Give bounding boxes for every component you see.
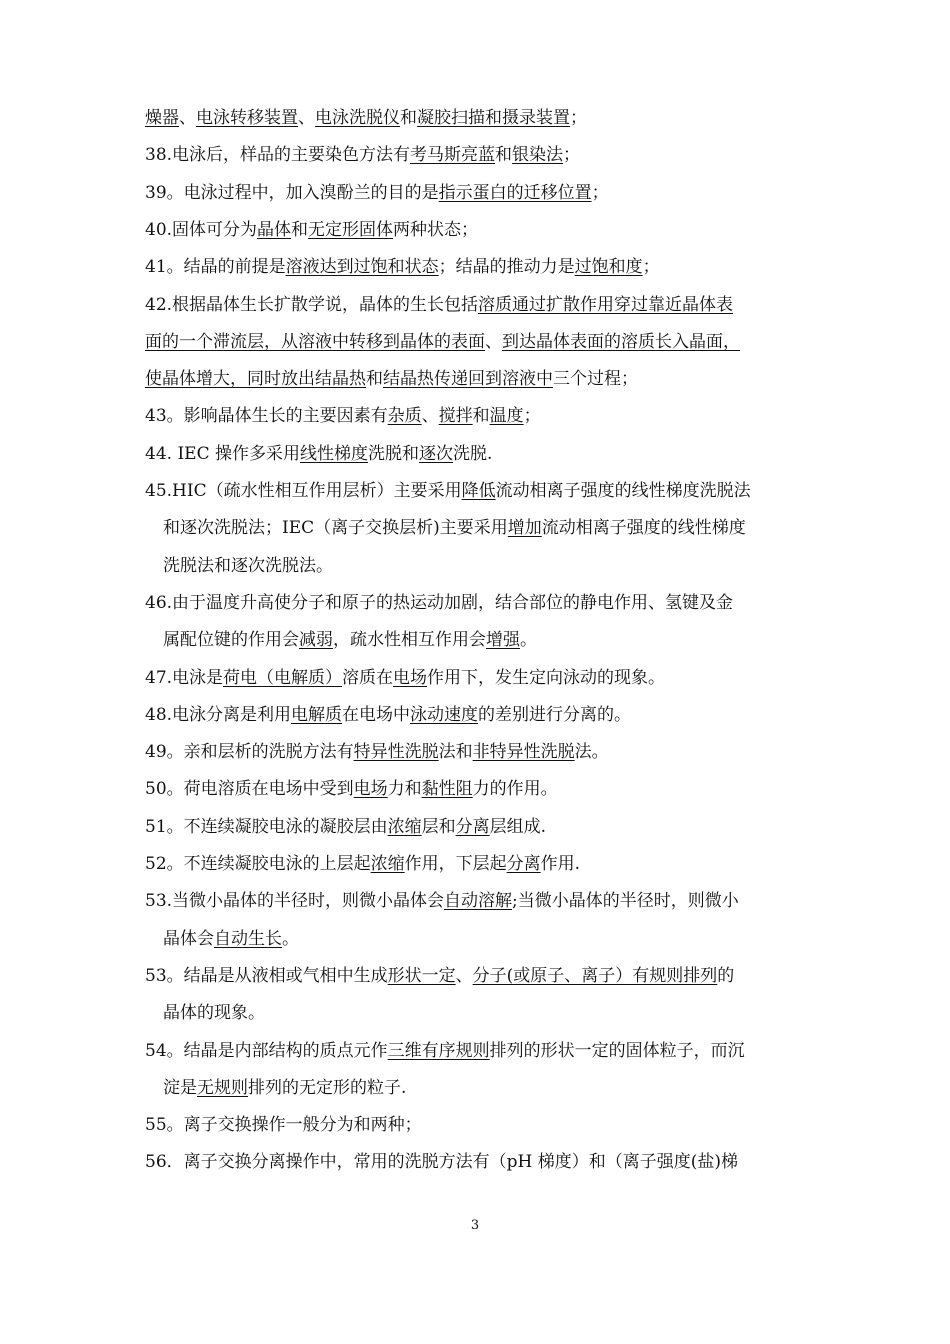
text-line — [145, 778, 558, 800]
text-segment: 三个过程； — [553, 369, 638, 389]
text-line — [145, 107, 587, 129]
underlined-answer: 电泳洗脱仪 — [315, 108, 400, 128]
text-line — [145, 704, 631, 726]
underlined-answer: 特异性洗脱 — [353, 742, 439, 762]
underlined-answer: 减弱 — [299, 630, 333, 650]
underlined-answer: 分子(或原子、离子）有规则排列 — [472, 966, 718, 986]
text-segment: 和 — [366, 369, 383, 389]
text-segment: 。 — [282, 929, 299, 949]
underlined-answer: 电泳转移装置 — [196, 108, 298, 128]
underlined-answer: 形状一定 — [387, 966, 456, 986]
text-line — [163, 555, 333, 577]
text-segment: 、 — [179, 108, 196, 128]
text-segment: 50。荷电溶质在电场中受到 — [145, 779, 354, 799]
underlined-answer: 荷电（电解质） — [223, 668, 343, 688]
text-segment: ； — [642, 257, 660, 277]
underlined-answer: 增加 — [507, 518, 542, 538]
text-segment: ;当微小晶体的半径时，则微小 — [512, 891, 739, 911]
text-segment: 洗脱和 — [367, 444, 419, 464]
text-segment: 55。离子交换操作一般分为和两种； — [145, 1115, 422, 1135]
text-segment: ，疏水性相互作用会 — [333, 630, 486, 650]
text-segment: 溶质在 — [342, 668, 394, 688]
underlined-answer: 溶质通过扩散作用穿过靠近晶体表 — [478, 295, 734, 315]
text-segment: 56．离子交换分离操作中，常用的洗脱方法有（pH 梯度）和（离子强度(盐)梯 — [145, 1152, 739, 1172]
text-line — [163, 517, 746, 539]
text-line — [145, 667, 665, 689]
text-segment: 45.HIC（疏水性相互作用层析）主要采用 — [145, 481, 462, 501]
underlined-answer: 泳动速度 — [410, 705, 479, 725]
underlined-answer: 无规则 — [197, 1078, 248, 1098]
text-line — [145, 592, 733, 614]
underlined-answer: 线性梯度 — [299, 444, 368, 464]
text-line — [163, 1077, 406, 1099]
text-line — [145, 816, 546, 838]
text-segment: 和逐次洗脱法；IEC（离子交换层析)主要采用 — [163, 518, 508, 538]
text-segment: 53。结晶是从液相或气相中生成 — [145, 966, 388, 986]
text-segment: 作用. — [540, 854, 581, 874]
text-segment: ； — [570, 108, 587, 128]
page-number: 3 — [470, 1218, 480, 1233]
text-line — [145, 741, 609, 763]
text-segment: 48.电泳分离是利用 — [145, 705, 292, 725]
text-segment: 和 — [472, 406, 490, 426]
text-segment: 洗脱. — [452, 444, 493, 464]
text-segment: 和 — [291, 220, 309, 240]
underlined-answer: 搅拌 — [438, 406, 473, 426]
underlined-answer: 到达晶体表面的溶质长入晶面， — [502, 332, 740, 352]
text-segment: 和 — [495, 145, 513, 165]
text-segment: 49。亲和层析的洗脱方法有 — [145, 742, 354, 762]
underlined-answer: 浓缩 — [387, 817, 422, 837]
text-line — [145, 368, 638, 390]
underlined-answer: 使晶体增大，同时放出结晶热 — [145, 369, 366, 389]
underlined-answer: 温度 — [489, 406, 524, 426]
text-segment: 法。 — [574, 742, 609, 762]
text-segment: 40.固体可分为 — [145, 220, 258, 240]
text-segment: 44. IEC 操作多采用 — [145, 444, 300, 464]
underlined-answer: 增强 — [486, 630, 520, 650]
text-segment: 46.由于温度升高使分子和原子的热运动加剧，结合部位的静电作用、氢键及金 — [145, 593, 734, 613]
underlined-answer: 杂质 — [387, 406, 422, 426]
text-segment: 法和 — [438, 742, 473, 762]
text-segment: 和 — [400, 108, 417, 128]
text-segment: 层和 — [421, 817, 456, 837]
text-segment: 在电场中 — [342, 705, 411, 725]
text-segment: 晶体的现象。 — [163, 1003, 265, 1023]
text-segment: 排列的无定形的粒子. — [248, 1078, 407, 1098]
text-segment: 、 — [298, 108, 315, 128]
underlined-answer: 逐次 — [418, 444, 453, 464]
text-segment: 排列的形状一定的固体粒子，而沉 — [489, 1041, 745, 1061]
text-line — [145, 331, 740, 353]
text-segment: 的差别进行分离的。 — [478, 705, 632, 725]
text-line — [145, 1151, 738, 1173]
text-segment: ； — [563, 145, 581, 165]
text-segment: 47.电泳是 — [145, 668, 224, 688]
text-line — [145, 182, 609, 204]
text-segment: 54。结晶是内部结构的质点元作 — [145, 1041, 388, 1061]
text-line — [145, 1040, 745, 1062]
underlined-answer: 三维有序规则 — [387, 1041, 490, 1061]
underlined-answer: 黏性阻 — [421, 779, 473, 799]
underlined-answer: 溶液达到过饱和状态 — [285, 257, 439, 277]
underlined-answer: 自动溶解 — [444, 891, 513, 911]
text-line — [145, 480, 751, 502]
underlined-answer: 分离 — [455, 817, 490, 837]
text-segment: 层组成. — [489, 817, 547, 837]
text-segment: 洗脱法和逐次洗脱法。 — [163, 556, 333, 576]
text-segment: 41。结晶的前提是 — [145, 257, 286, 277]
underlined-answer: 考马斯亮蓝 — [410, 145, 496, 165]
text-line — [163, 928, 299, 950]
underlined-answer: 过饱和度 — [574, 257, 643, 277]
text-line — [145, 405, 541, 427]
text-segment: 的 — [717, 966, 735, 986]
text-segment: ；结晶的推动力是 — [438, 257, 575, 277]
text-line — [163, 629, 537, 651]
text-line — [145, 965, 734, 987]
underlined-answer: 电场 — [353, 779, 388, 799]
text-segment: 52。不连续凝胶电泳的上层起 — [145, 854, 371, 874]
text-line — [145, 144, 580, 166]
text-segment: ； — [591, 183, 609, 203]
text-line — [145, 219, 478, 241]
text-segment: 流动相离子强度的线性梯度 — [541, 518, 746, 538]
text-segment: 、 — [485, 332, 502, 352]
text-segment: 53.当微小晶体的半径时，则微小晶体会 — [145, 891, 445, 911]
underlined-answer: 自动生长 — [214, 929, 282, 949]
text-segment: 两种状态； — [393, 220, 479, 240]
text-segment: ； — [523, 406, 541, 426]
underlined-answer: 无定形固体 — [308, 220, 394, 240]
text-segment: 力和 — [387, 779, 422, 799]
text-segment: 38.电泳后，样品的主要染色方法有 — [145, 145, 411, 165]
text-segment: 、 — [455, 966, 473, 986]
underlined-answer: 银染法 — [512, 145, 564, 165]
text-segment: 流动相离子强度的线性梯度洗脱法 — [495, 481, 751, 501]
text-segment: 属配位键的作用会 — [163, 630, 299, 650]
underlined-answer: 凝胶扫描和摄录装置 — [417, 108, 570, 128]
text-segment: 淀是 — [163, 1078, 197, 1098]
text-segment: 。 — [520, 630, 537, 650]
underlined-answer: 电场 — [393, 668, 428, 688]
text-line — [145, 294, 733, 316]
text-segment: 43。影响晶体生长的主要因素有 — [145, 406, 388, 426]
underlined-answer: 晶体 — [257, 220, 292, 240]
underlined-answer: 浓缩 — [370, 854, 405, 874]
text-segment: 作用下，发生定向泳动的现象。 — [427, 668, 666, 688]
text-segment: 39。电泳过程中，加入溴酚兰的目的是 — [145, 183, 439, 203]
text-segment: 、 — [421, 406, 439, 426]
underlined-answer: 非特异性洗脱 — [472, 742, 575, 762]
text-segment: 42.根据晶体生长扩散学说，晶体的生长包括 — [145, 295, 479, 315]
text-segment: 力的作用。 — [472, 779, 558, 799]
text-line — [145, 256, 660, 278]
text-segment: 作用，下层起 — [404, 854, 507, 874]
underlined-answer: 燥器 — [145, 108, 179, 128]
text-segment: 晶体会 — [163, 929, 214, 949]
text-segment: 51。不连续凝胶电泳的凝胶层由 — [145, 817, 388, 837]
underlined-answer: 指示蛋白的迁移位置 — [438, 183, 592, 203]
text-line — [145, 890, 739, 912]
text-line — [145, 853, 580, 875]
text-line — [145, 443, 492, 465]
underlined-answer: 面的一个滞流层，从溶液中转移到晶体的表面 — [145, 332, 485, 352]
text-line — [163, 1002, 265, 1024]
underlined-answer: 分离 — [506, 854, 541, 874]
underlined-answer: 结晶热传递回到溶液中 — [383, 369, 553, 389]
underlined-answer: 电解质 — [291, 705, 343, 725]
underlined-answer: 降低 — [461, 481, 496, 501]
text-line — [145, 1114, 422, 1136]
